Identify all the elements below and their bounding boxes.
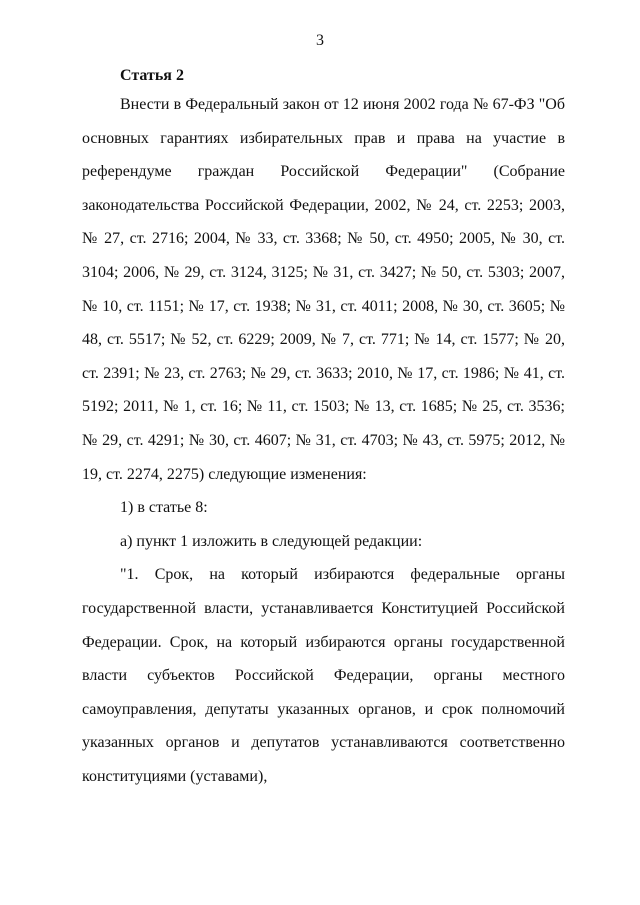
paragraph-new-wording: "1. Срок, на который избираются федеральные органы государственной власти, устанавливается Конституцией Российской Федерации. Срок, на который избираются органы государственной власти субъектов Российской Федерации, органы местного самоуправления, депутаты указанных органов, и срок полномочий указанных органов и депутатов устанавливаются соответственно конституциями (уставами), [82,566,565,785]
paragraph-point-1: а) пункт 1 изложить в следующей редакции: [120,532,423,550]
paragraph-article-8: 1) в статье 8: [120,499,208,517]
paragraph-amendment-intro: Внести в Федеральный закон от 12 июня 2002 года № 67-ФЗ "Об основных гарантиях избирательных прав и права на участие в референдуме граждан Российской Федерации" (Собрание законодательства Российской Федерации, 2002, № 24, ст. 2253; 2003, № 27, ст. 2716; 2004, № 33, ст. 3368; № 50, ст. 4950; 2005, № 30, ст. 3104; 2006, № 29, ст. 3124, 3125; № 31, ст. 3427; № 50, ст. 5303; 2007, № 10, ст. 1151; № 17, ст. 1938; № 31, ст. 4011; 2008, № 30, ст. 3605; № 48, ст. 5517; № 52, ст. 6229; 2009, № 7, ст. 771; № 14, ст. 1577; № 20, ст. 2391; № 23, ст. 2763; № 29, ст. 3633; 2010, № 17, ст. 1986; № 41, ст. 5192; 2011, № 1, ст. 16; № 11, ст. 1503; № 13, ст. 1685; № 25, ст. 3536; № 29, ст. 4291; № 30, ст. 4607; № 31, ст. 4703; № 43, ст. 5975; 2012, № 19, ст. 2274, 2275) следующие изменения: [82,96,565,483]
page-number: 3 [316,32,324,49]
document-body [82,88,565,793]
article-title: Статья 2 [120,67,184,84]
